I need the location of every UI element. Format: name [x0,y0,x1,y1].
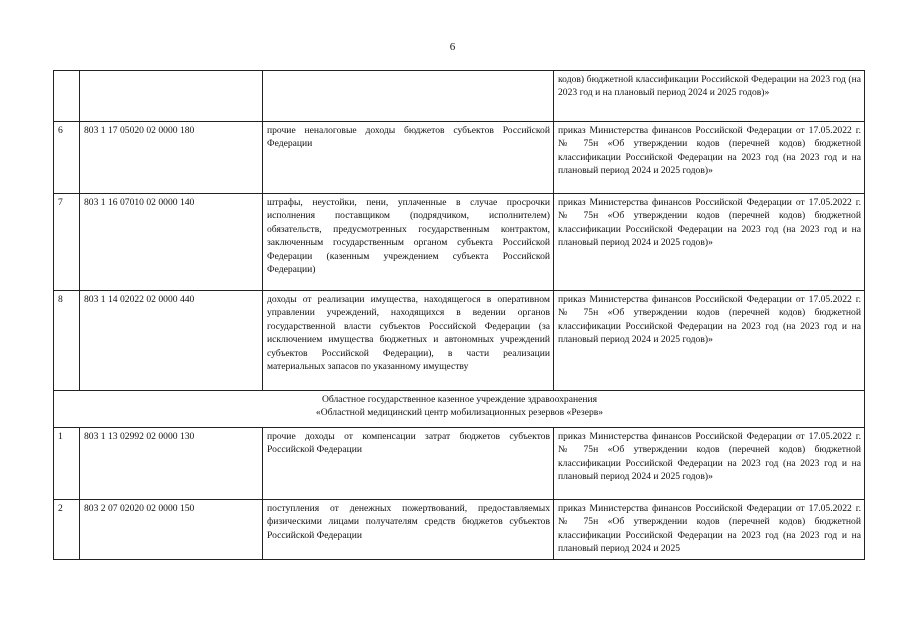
row-number: 8 [54,291,80,391]
revenue-description [263,71,554,122]
table-row [54,122,865,194]
budget-code: 803 1 17 05020 02 0000 180 [80,122,263,194]
section-header-row [54,391,865,428]
table-row [54,71,865,122]
budget-code: 803 1 16 07010 02 0000 140 [80,194,263,291]
row-number: 7 [54,194,80,291]
budget-code: 803 1 13 02992 02 0000 130 [80,428,263,500]
row-number [54,71,80,122]
institution-heading [54,391,865,428]
revenue-description: прочие доходы от компенсации затрат бюджетов субъектов Российской Федерации [263,428,554,500]
table-row [54,428,865,500]
budget-code: 803 1 14 02022 02 0000 440 [80,291,263,391]
table-row [54,194,865,291]
revenue-description: поступления от денежных пожертвований, предоставляемых физическими лицами получателям средств бюджетов субъектов Российской Федерации [263,500,554,560]
institution-heading-line2: «Областной медицинский центр мобилизационных резервов «Резерв» [315,407,604,419]
revenue-description: доходы от реализации имущества, находящегося в оперативном управлении учреждений, находящихся в ведении органов государственной власти субъектов Российской Федерации (за исключением имущества бюджетных и автономных учреждений субъектов Российской Федерации), в части реализации материальных запасов по указанному имуществу [263,291,554,391]
legal-basis: приказ Министерства финансов Российской Федерации от 17.05.2022 г. № 75н «Об утверждении кодов (перечней кодов) бюджетной классификации Российской Федерации на 2023 год (на 2023 год и на плановый период 2024 и 2025 годов)» [554,428,865,500]
institution-heading-line1: Областное государственное казенное учреждение здравоохранения [321,394,598,405]
legal-basis: кодов) бюджетной классификации Российской Федерации на 2023 год (на 2023 год и на плановый период 2024 и 2025 годов)» [554,71,865,122]
row-number: 2 [54,500,80,560]
budget-code [80,71,263,122]
page-number: 6 [449,41,456,53]
table-row [54,500,865,560]
table-row [54,291,865,391]
legal-basis: приказ Министерства финансов Российской Федерации от 17.05.2022 г. № 75н «Об утверждении кодов (перечней кодов) бюджетной классификации Российской Федерации на 2023 год (на 2023 год и на плановый период 2024 и 2025 [554,500,865,560]
budget-code: 803 2 07 02020 02 0000 150 [80,500,263,560]
legal-basis: приказ Министерства финансов Российской Федерации от 17.05.2022 г. № 75н «Об утверждении кодов (перечней кодов) бюджетной классификации Российской Федерации на 2023 год (на 2023 год и на плановый период 2024 и 2025 годов)» [554,122,865,194]
legal-basis: приказ Министерства финансов Российской Федерации от 17.05.2022 г. № 75н «Об утверждении кодов (перечней кодов) бюджетной классификации Российской Федерации на 2023 год (на 2023 год и на плановый период 2024 и 2025 годов)» [554,291,865,391]
revenue-description: прочие неналоговые доходы бюджетов субъектов Российской Федерации [263,122,554,194]
row-number: 1 [54,428,80,500]
row-number: 6 [54,122,80,194]
legal-basis: приказ Министерства финансов Российской Федерации от 17.05.2022 г. № 75н «Об утверждении кодов (перечней кодов) бюджетной классификации Российской Федерации на 2023 год (на 2023 год и на плановый период 2024 и 2025 годов)» [554,194,865,291]
revenue-description: штрафы, неустойки, пени, уплаченные в случае просрочки исполнения поставщиком (подрядчиком, исполнителем) обязательств, предусмотренных государственным контрактом, заключенным государственным органом субъекта Российской Федерации (казенным учреждением субъекта Российской Федерации) [263,194,554,291]
revenue-codes-table [53,70,865,560]
